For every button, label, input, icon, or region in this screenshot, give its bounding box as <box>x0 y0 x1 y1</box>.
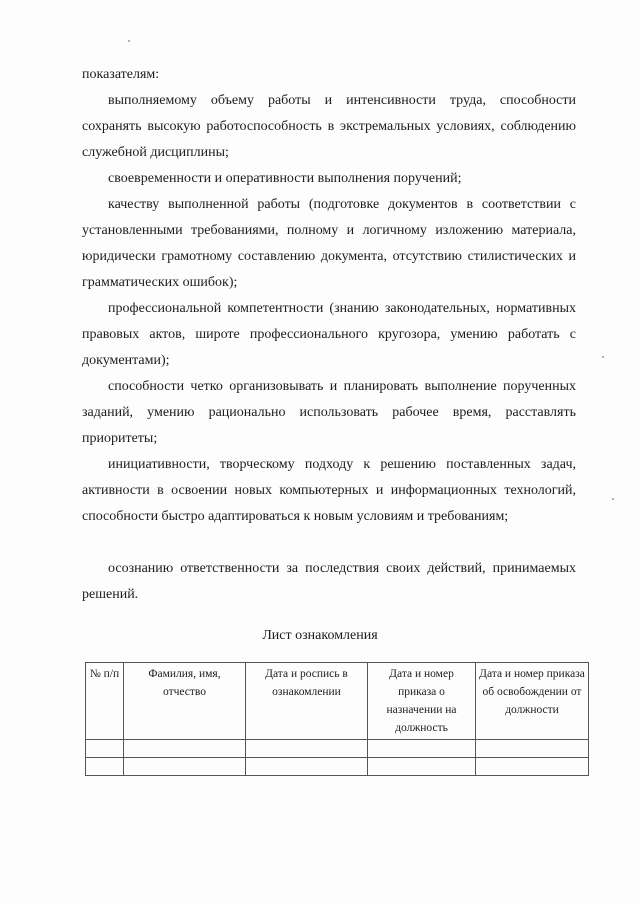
header-appointment-order: Дата и номер приказа о назначении на должность <box>368 663 476 740</box>
table-cell[interactable] <box>86 740 124 758</box>
table-row <box>86 740 589 758</box>
paragraph-timeliness: своевременности и оперативности выполнения поручений; <box>108 171 462 186</box>
table-cell[interactable] <box>86 758 124 776</box>
scan-speck <box>612 498 614 500</box>
table-cell[interactable] <box>124 740 246 758</box>
table-header-row <box>86 663 589 740</box>
table-row <box>86 758 589 776</box>
paragraph-initiative: инициативности, творческому подходу к решению поставленных задач, активности в освоении новых компьютерных и информационных технологий, способности быстро адаптироваться к новым условиям и требованиям; <box>82 457 576 524</box>
header-dismissal-order: Дата и номер приказа об освобождении от должности <box>476 663 589 740</box>
paragraph-responsibility: осознанию ответственности за последствия своих действий, принимаемых решений. <box>82 561 576 602</box>
header-number: № п/п <box>86 663 124 740</box>
header-signature-date: Дата и роспись в ознакомлении <box>246 663 368 740</box>
paragraph-organization: способности четко организовывать и планировать выполнение порученных заданий, умению рационально использовать рабочее время, расставлять приоритеты; <box>82 379 576 446</box>
table-cell[interactable] <box>246 758 368 776</box>
table-cell[interactable] <box>476 758 589 776</box>
scan-speck <box>128 40 130 42</box>
table-cell[interactable] <box>246 740 368 758</box>
table-cell[interactable] <box>368 758 476 776</box>
paragraph-workload: выполняемому объему работы и интенсивности труда, способности сохранять высокую работоспособность в экстремальных условиях, соблюдению служебной дисциплины; <box>82 93 576 160</box>
acknowledgement-title: Лист ознакомления <box>262 628 378 643</box>
table-cell[interactable] <box>476 740 589 758</box>
paragraph-competence: профессиональной компетентности (знанию законодательных, нормативных правовых актов, широте профессионального кругозора, умению работать с документами); <box>82 301 576 368</box>
table-cell[interactable] <box>368 740 476 758</box>
header-full-name: Фамилия, имя, отчество <box>124 663 246 740</box>
scan-speck <box>602 356 604 358</box>
paragraph-quality: качеству выполненной работы (подготовке документов в соответствии с установленными требованиями, полному и логичному изложению материала, юридически грамотному составлению документа, отсутствию стилистических и грамматических ошибок); <box>82 197 576 290</box>
acknowledgement-table <box>85 662 589 776</box>
paragraph-intro: показателям: <box>82 67 160 82</box>
table-cell[interactable] <box>124 758 246 776</box>
